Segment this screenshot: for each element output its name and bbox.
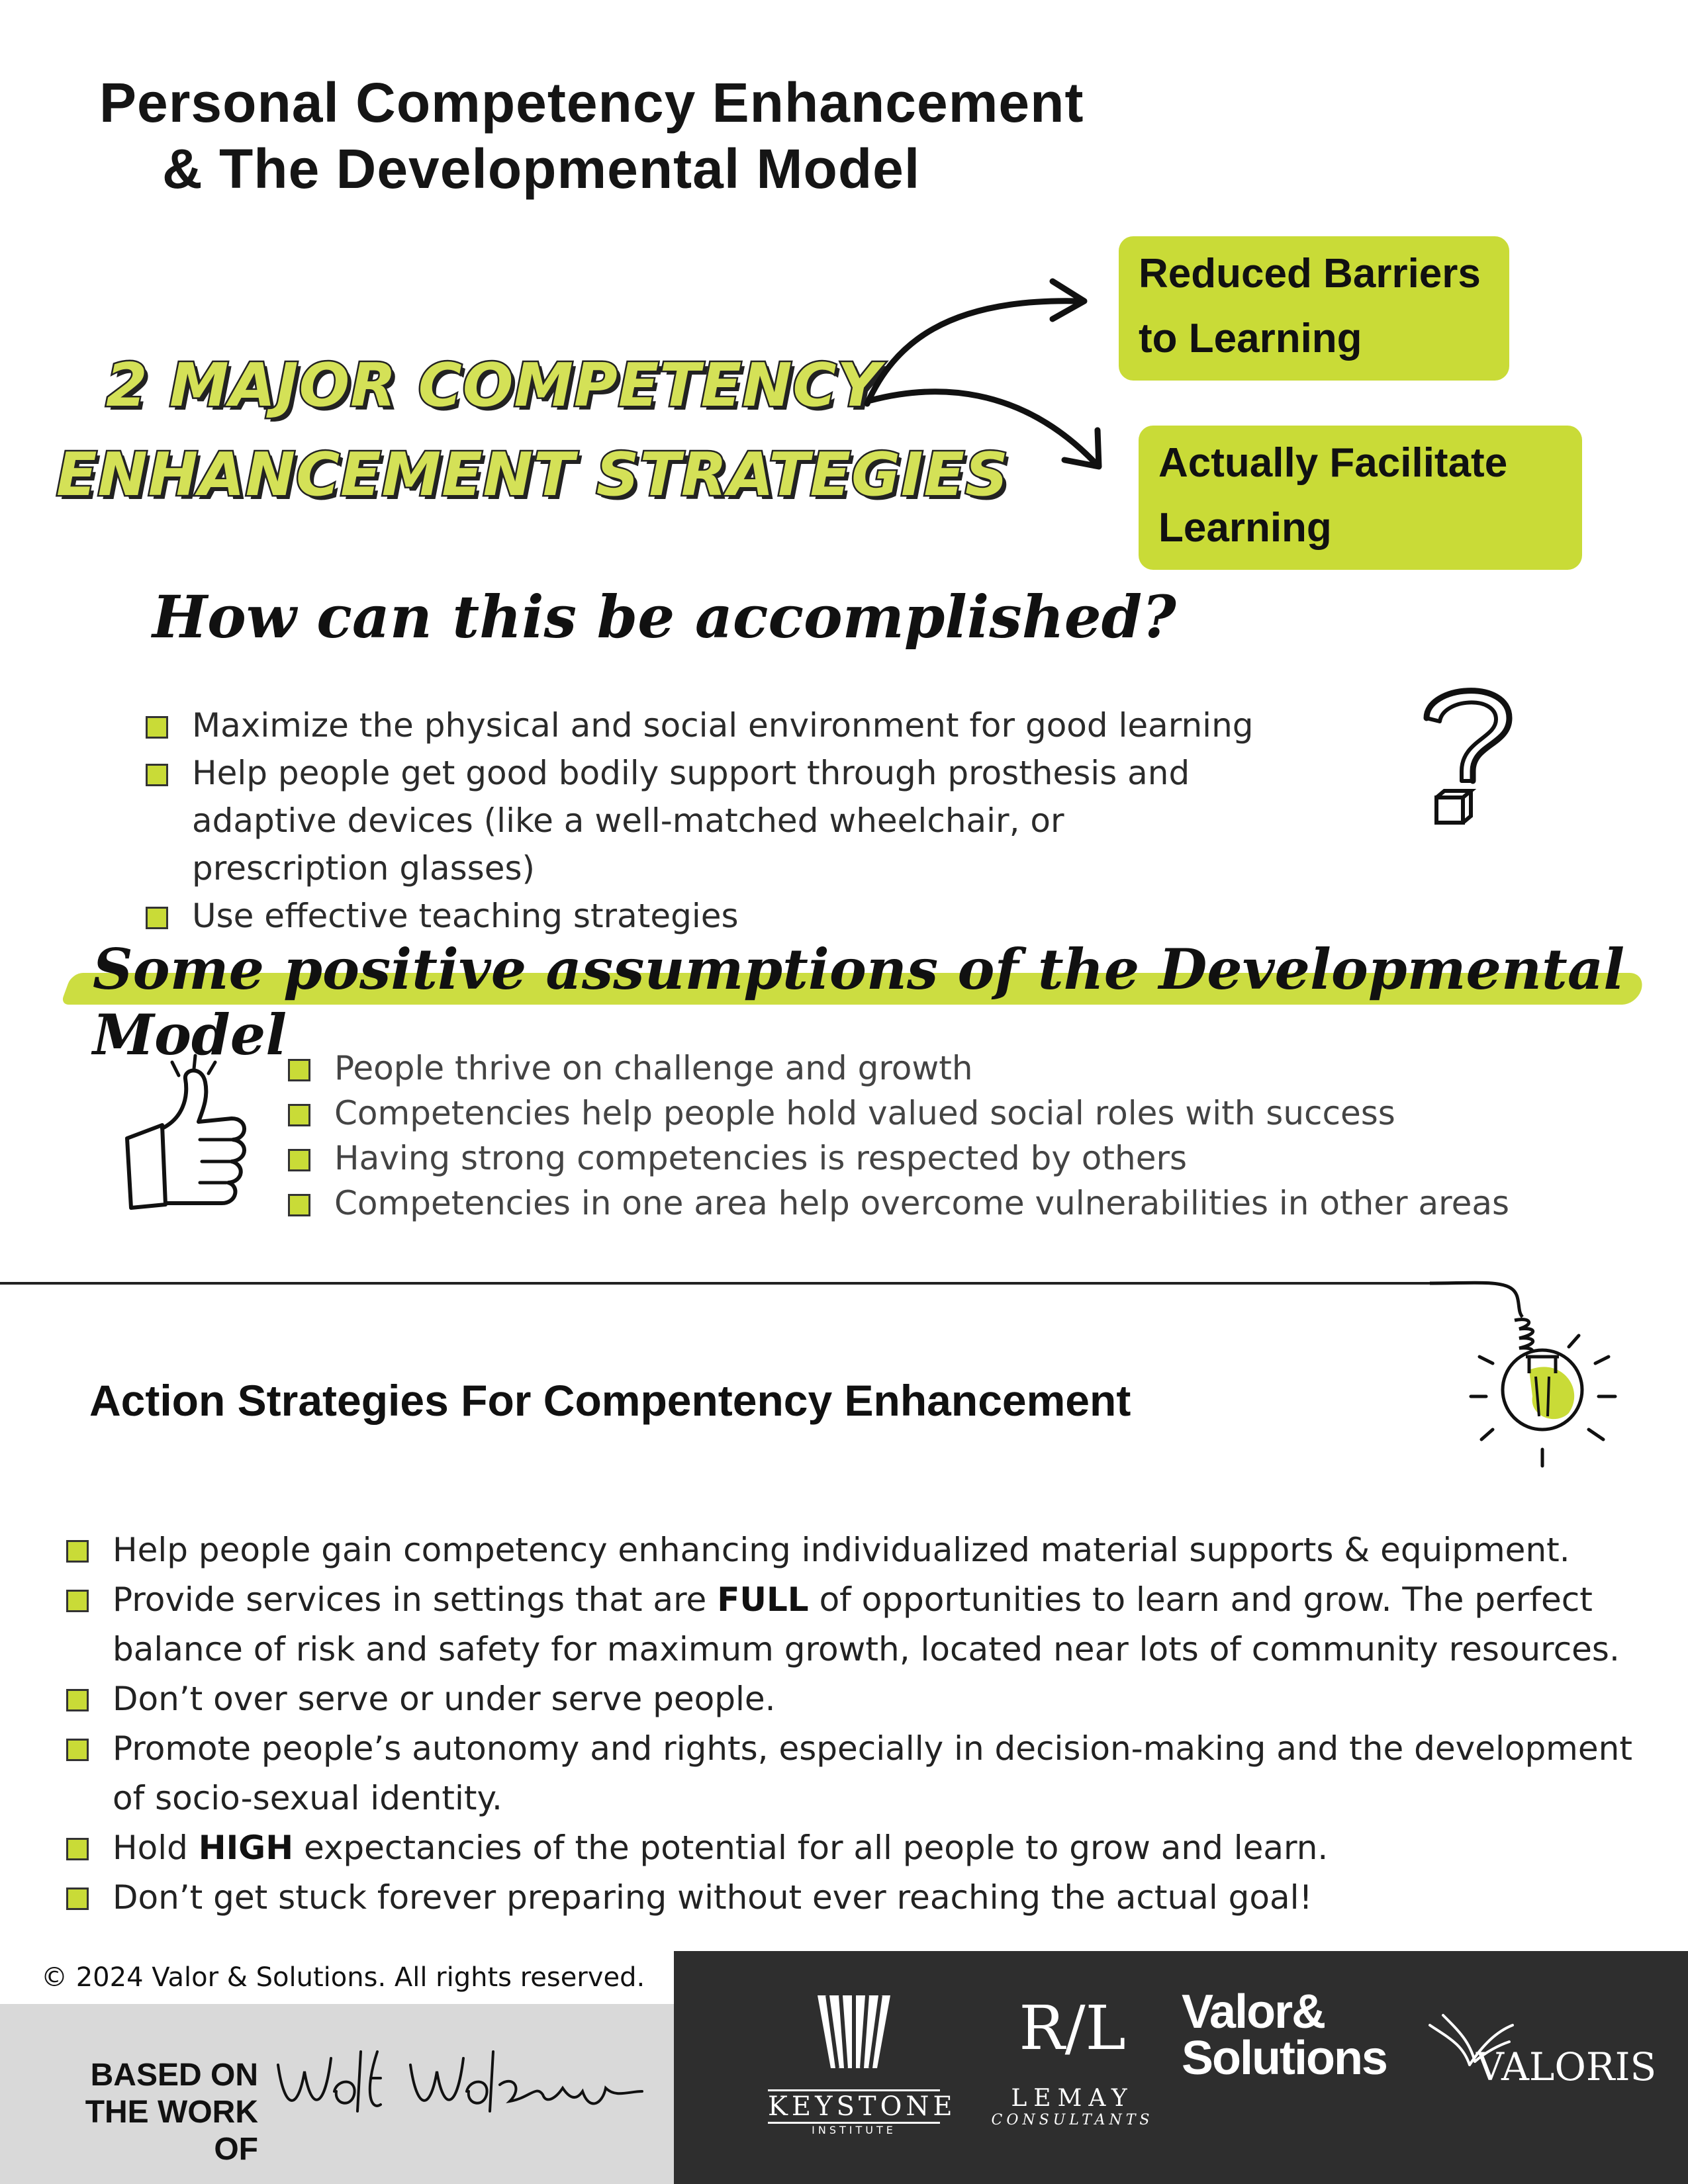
list-item: Don’t get stuck forever preparing without ever reaching the actual goal! [66, 1873, 1668, 1923]
strategy-box-1-line2: to Learning [1139, 316, 1362, 361]
action-heading: Action Strategies For Compentency Enhancement [89, 1376, 1131, 1425]
thumbs-up-icon [119, 1052, 258, 1218]
accomplish-list [146, 702, 1417, 940]
strategy-box-reduced-barriers [1119, 236, 1509, 381]
strategy-box-facilitate-learning [1139, 426, 1582, 570]
bullet-square-icon [146, 716, 168, 739]
strategy-box-1-line1: Reduced Barriers [1139, 251, 1481, 296]
list-item: Promote people’s autonomy and rights, especially in decision-making and the development of socio-sexual identity. [66, 1724, 1668, 1823]
curved-arrow-icon [854, 271, 1119, 490]
page-title-line2: & The Developmental Model [162, 138, 921, 200]
bullet-square-icon [288, 1149, 310, 1171]
strategy-box-2-line1: Actually Facilitate [1158, 440, 1508, 486]
accomplish-heading: How can this be accomplished? [152, 582, 1176, 651]
page-title [99, 69, 1084, 202]
emphasis-text: HIGH [198, 1829, 294, 1867]
valor-solutions-logo: Valor& Solutions [1182, 1985, 1387, 2085]
list-item: People thrive on challenge and growth [288, 1046, 1546, 1091]
bullet-square-icon [288, 1194, 310, 1216]
bullet-square-icon [66, 1888, 89, 1910]
section-divider [0, 1282, 1443, 1285]
question-mark-icon [1410, 672, 1529, 831]
bullet-square-icon [66, 1838, 89, 1860]
bullet-square-icon [66, 1689, 89, 1711]
bullet-square-icon [66, 1590, 89, 1612]
strategies-heading-line2: ENHANCEMENT STRATEGIES [56, 440, 1009, 510]
list-item: Help people get good bodily support through prosthesis and adaptive devices (like a well-matched wheelchair, or prescription glasses) [146, 749, 1417, 892]
valoris-logo: VALORIS [1423, 2012, 1648, 2089]
page-title-line1: Personal Competency Enhancement [99, 71, 1084, 134]
list-item: Don’t over serve or under serve people. [66, 1674, 1668, 1724]
bullet-square-icon [66, 1540, 89, 1563]
action-list [66, 1525, 1668, 1923]
signature-graphic [271, 2038, 669, 2131]
list-item: Provide services in settings that are FULL of opportunities to learn and grow. The perfect balance of risk and safety for maximum growth, located near lots of community resources. [66, 1575, 1668, 1674]
assumptions-heading: Some positive assumptions of the Developmental Model [93, 936, 1625, 1068]
emphasis-text: FULL [717, 1580, 809, 1619]
signature [271, 2038, 669, 2146]
list-item: Hold HIGH expectancies of the potential for all people to grow and learn. [66, 1823, 1668, 1873]
list-item: Maximize the physical and social environment for good learning [146, 702, 1417, 749]
keystone-logo-icon [808, 1989, 900, 2081]
list-item: Having strong competencies is respected by others [288, 1136, 1546, 1181]
lightbulb-icon [1430, 1257, 1628, 1502]
lemay-logo: R/L LEMAY CONSULTANTS [991, 1993, 1154, 2128]
bullet-square-icon [66, 1739, 89, 1761]
bullet-square-icon [288, 1104, 310, 1126]
list-item: Help people gain competency enhancing individualized material supports & equipment. [66, 1525, 1668, 1575]
list-item: Competencies in one area help overcome vulnerabilities in other areas [288, 1181, 1546, 1226]
strategies-heading-line1: 2 MAJOR COMPETENCY [106, 351, 881, 420]
keystone-logo: KEYSTONE INSTITUTE [755, 1989, 953, 2136]
list-item: Use effective teaching strategies [146, 892, 1417, 940]
bullet-square-icon [146, 764, 168, 786]
assumptions-list [288, 1046, 1546, 1226]
strategy-box-2-line2: Learning [1158, 505, 1332, 551]
based-on-label: BASED ON THE WORK OF [85, 2058, 258, 2167]
list-item: Competencies help people hold valued social roles with success [288, 1091, 1546, 1136]
bullet-square-icon [146, 907, 168, 929]
copyright: © 2024 Valor & Solutions. All rights reserved. [41, 1962, 645, 1993]
